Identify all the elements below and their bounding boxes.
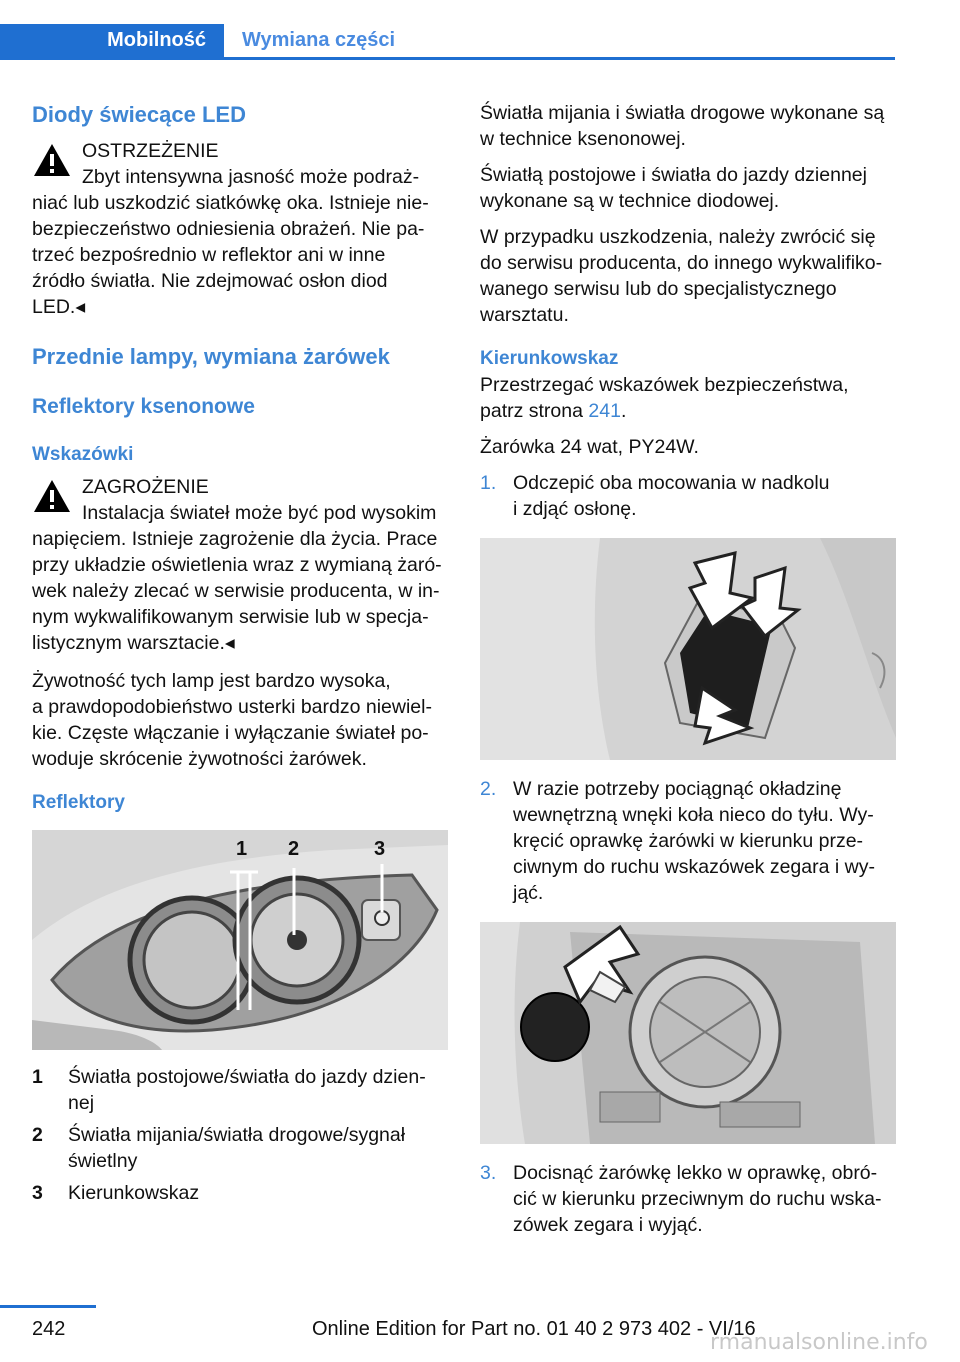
paragraph-line: wykonane są w technice diodowej. xyxy=(480,190,780,212)
paragraph-line: w technice ksenonowej. xyxy=(480,128,686,150)
warning-text-line: bezpieczeństwo odniesienia obrażeń. Nie pa- xyxy=(32,218,425,240)
section-tab-label: Mobilność xyxy=(107,29,206,51)
bulb-socket-illustration xyxy=(480,922,896,1144)
warning-text-line: niać lub uszkodzić siatkówkę oka. Istnieje nie- xyxy=(32,192,429,214)
legend-item xyxy=(32,1064,448,1116)
warning-text-line: wek należy zlecać w serwisie producenta, w in- xyxy=(32,580,440,602)
warning-text-line: napięciem. Istnieje zagrożenie dla życia. Prace xyxy=(32,528,438,550)
headlight-legend xyxy=(32,1064,448,1206)
step-text xyxy=(513,776,875,906)
paragraph-line: Przestrzegać wskazówek bezpieczeństwa, xyxy=(480,374,849,396)
warning-text-line: przy układzie oświetlenia wraz z wymianą żaró- xyxy=(32,554,442,576)
step-line: W razie potrzeby pociągnąć okładzinę xyxy=(513,778,842,800)
legend-text xyxy=(68,1122,405,1174)
step-item xyxy=(480,470,896,522)
step-line: zówek zegara i wyjąć. xyxy=(513,1214,703,1236)
warning-text-line: źródło światła. Nie zdejmować osłon diod xyxy=(32,270,388,292)
step-line: kręcić oprawkę żarówki w kierunku prze- xyxy=(513,830,864,852)
bulb-spec-paragraph: Żarówka 24 wat, PY24W. xyxy=(480,436,699,458)
step-line: cić w kierunku przeciwnym do ruchu wska- xyxy=(513,1188,882,1210)
page-link-241[interactable]: 241 xyxy=(588,400,621,422)
legend-line: Światła mijania/światła drogowe/sygnał xyxy=(68,1124,406,1146)
step-line: Odczepić oba mocowania w nadkolu xyxy=(513,472,830,494)
step-text xyxy=(513,1160,881,1238)
legend-text xyxy=(68,1180,199,1206)
paragraph-line: Światła mijania i światła drogowe wykonane są xyxy=(480,102,885,124)
warning-title: ZAGROŻENIE xyxy=(82,476,209,498)
step-item xyxy=(480,1160,896,1238)
footer-rule xyxy=(0,1305,96,1308)
turn-signal-heading: Kierunkowskaz xyxy=(480,348,619,369)
subsection-tab-label: Wymiana części xyxy=(242,29,396,51)
legend-number: 3 xyxy=(32,1182,43,1204)
section-tab-mobility xyxy=(0,24,224,60)
warning-block-voltage xyxy=(32,474,448,656)
left-column xyxy=(32,100,448,1212)
right-column xyxy=(480,100,896,1238)
legend-line: świetlny xyxy=(68,1150,138,1172)
damage-paragraph xyxy=(480,224,896,328)
step-line: jąć. xyxy=(513,882,544,904)
legend-item xyxy=(32,1180,448,1206)
paragraph-text: . xyxy=(620,400,627,422)
bulb-socket-figure xyxy=(480,922,896,1144)
paragraph-line: woduje skrócenie żywotności żarówek. xyxy=(32,748,367,770)
step-line: ciwnym do ruchu wskazówek zegara i wy- xyxy=(513,856,875,878)
warning-text-line: nym wykwalifikowanym serwisie lub w specja- xyxy=(32,606,429,628)
step-number: 1. xyxy=(480,472,497,494)
wheel-arch-illustration xyxy=(480,538,896,760)
warning-text-line: Zbyt intensywna jasność może podraż- xyxy=(82,166,420,188)
step-line: i zdjąć osłonę. xyxy=(513,498,637,520)
led-heading: Diody świecące LED xyxy=(32,102,246,127)
paragraph-line: Żywotność tych lamp jest bardzo wysoka, xyxy=(32,670,391,692)
legend-line: Kierunkowskaz xyxy=(68,1182,200,1204)
legend-number: 1 xyxy=(32,1066,43,1088)
safety-reference-paragraph xyxy=(480,372,896,424)
step-text xyxy=(513,470,830,522)
figure-callout-2: 2 xyxy=(288,838,300,860)
paragraph-line xyxy=(480,398,896,424)
notes-heading: Wskazówki xyxy=(32,444,134,465)
legend-text xyxy=(68,1064,426,1116)
warning-title: OSTRZEŻENIE xyxy=(82,140,219,162)
warning-block-led xyxy=(32,138,448,320)
page-header xyxy=(0,24,895,62)
xenon-heading: Reflektory ksenonowe xyxy=(32,395,255,418)
step-line: wewnętrzną wnęki koła nieco do tyłu. Wy- xyxy=(513,804,874,826)
warning-triangle-icon xyxy=(32,142,72,178)
step-number: 2. xyxy=(480,778,497,800)
watermark-text: rmanualsonline.info xyxy=(710,1330,928,1355)
front-lamps-heading: Przednie lampy, wymiana żarówek xyxy=(32,344,390,369)
paragraph-text: patrz strona xyxy=(480,400,589,422)
warning-text-line: listycznym warsztacie.◂ xyxy=(32,632,235,654)
wheel-arch-cover-figure xyxy=(480,538,896,760)
paragraph-line: Światłą postojowe i światła do jazdy dziennej xyxy=(480,164,867,186)
led-paragraph xyxy=(480,162,896,214)
step-number: 3. xyxy=(480,1162,497,1184)
lifetime-paragraph xyxy=(32,668,448,772)
paragraph-line: a prawdopodobieństwo usterki bardzo niewiel- xyxy=(32,696,432,718)
headlight-figure xyxy=(32,830,448,1050)
legend-number: 2 xyxy=(32,1124,43,1146)
section-tab-parts xyxy=(224,24,895,60)
warning-triangle-icon xyxy=(32,478,72,514)
legend-line: Światła postojowe/światła do jazdy dzien- xyxy=(68,1066,426,1088)
page-number: 242 xyxy=(32,1318,66,1340)
headlight-illustration xyxy=(32,830,448,1050)
paragraph-line: wanego serwisu lub do specjalistycznego xyxy=(480,278,837,300)
reflectors-heading: Reflektory xyxy=(32,792,125,813)
legend-item xyxy=(32,1122,448,1174)
replacement-steps xyxy=(480,470,896,1238)
xenon-paragraph xyxy=(480,100,896,152)
warning-text-line: Instalacja świateł może być pod wysokim xyxy=(82,502,437,524)
paragraph-line: do serwisu producenta, do innego wykwalifiko- xyxy=(480,252,883,274)
edition-text: Online Edition for Part no. 01 40 2 973 402 - VI/16 xyxy=(312,1318,756,1340)
paragraph-line: kie. Częste włączanie i wyłączanie świateł po- xyxy=(32,722,429,744)
warning-text-line: trzeć bezpośrednio w reflektor ani w inne xyxy=(32,244,386,266)
figure-callout-1: 1 xyxy=(236,838,248,860)
paragraph-line: warsztatu. xyxy=(480,304,569,326)
legend-line: nej xyxy=(68,1092,95,1114)
figure-callout-3: 3 xyxy=(374,838,386,860)
step-line: Docisnąć żarówkę lekko w oprawkę, obró- xyxy=(513,1162,878,1184)
paragraph-line: W przypadku uszkodzenia, należy zwrócić się xyxy=(480,226,876,248)
step-item xyxy=(480,776,896,906)
warning-text-line: LED.◂ xyxy=(32,296,86,318)
